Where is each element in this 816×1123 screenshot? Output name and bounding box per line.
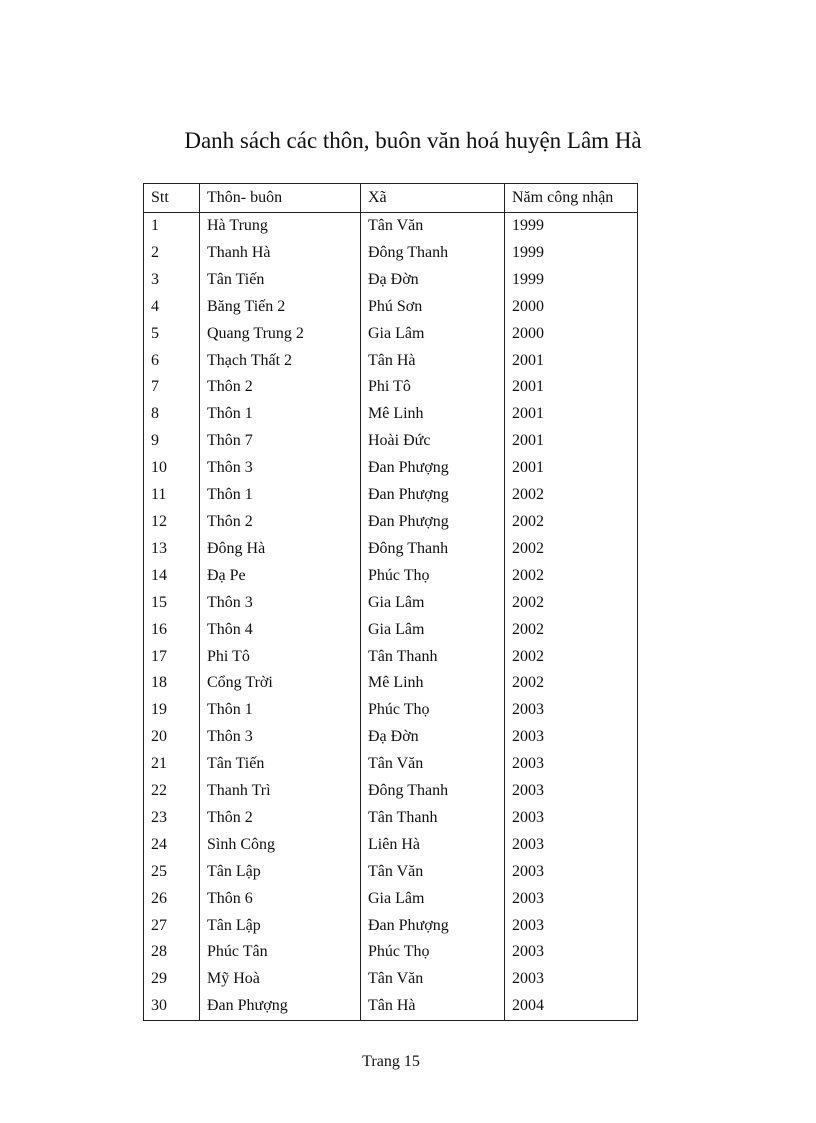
cell-thon-buon: Thôn 3 — [200, 590, 361, 617]
cell-stt: 15 — [144, 590, 200, 617]
cell-thon-buon: Thôn 2 — [200, 805, 361, 832]
table-row — [144, 697, 638, 724]
page-number: Trang 15 — [362, 1053, 420, 1070]
cell-xa: Đan Phượng — [361, 482, 505, 509]
cell-xa: Phúc Thọ — [361, 939, 505, 966]
cell-stt: 16 — [144, 617, 200, 644]
table-row — [144, 724, 638, 751]
cell-stt: 20 — [144, 724, 200, 751]
cell-nam-cong-nhan: 2001 — [505, 455, 638, 482]
table-row — [144, 859, 638, 886]
villages-table — [143, 183, 638, 1021]
cell-stt: 13 — [144, 536, 200, 563]
table-header-row — [144, 184, 638, 213]
cell-xa: Đan Phượng — [361, 509, 505, 536]
cell-thon-buon: Mỹ Hoà — [200, 966, 361, 993]
cell-xa: Tân Thanh — [361, 805, 505, 832]
cell-stt: 4 — [144, 294, 200, 321]
cell-stt: 19 — [144, 697, 200, 724]
cell-xa: Tân Hà — [361, 993, 505, 1020]
header-xa: Xã — [361, 184, 505, 213]
cell-nam-cong-nhan: 2001 — [505, 428, 638, 455]
cell-stt: 27 — [144, 913, 200, 940]
table-header — [144, 184, 638, 213]
cell-xa: Tân Văn — [361, 751, 505, 778]
table-row — [144, 939, 638, 966]
cell-xa: Đạ Đờn — [361, 724, 505, 751]
table-row — [144, 590, 638, 617]
table-row — [144, 509, 638, 536]
table-body — [144, 213, 638, 1021]
cell-stt: 17 — [144, 644, 200, 671]
cell-thon-buon: Sình Công — [200, 832, 361, 859]
cell-nam-cong-nhan: 2001 — [505, 401, 638, 428]
cell-nam-cong-nhan: 2002 — [505, 670, 638, 697]
cell-thon-buon: Thanh Hà — [200, 240, 361, 267]
cell-nam-cong-nhan: 2001 — [505, 348, 638, 375]
table-row — [144, 886, 638, 913]
cell-thon-buon: Cổng Trời — [200, 670, 361, 697]
table-row — [144, 805, 638, 832]
table-row — [144, 428, 638, 455]
cell-nam-cong-nhan: 2001 — [505, 374, 638, 401]
cell-thon-buon: Thôn 1 — [200, 482, 361, 509]
cell-stt: 8 — [144, 401, 200, 428]
cell-stt: 21 — [144, 751, 200, 778]
cell-thon-buon: Thôn 7 — [200, 428, 361, 455]
cell-xa: Đan Phượng — [361, 913, 505, 940]
cell-stt: 29 — [144, 966, 200, 993]
table-row — [144, 455, 638, 482]
cell-stt: 3 — [144, 267, 200, 294]
cell-nam-cong-nhan: 2002 — [505, 536, 638, 563]
table-row — [144, 374, 638, 401]
page-title: Danh sách các thôn, buôn văn hoá huyện Lâm Hà — [184, 128, 642, 153]
cell-xa: Tân Thanh — [361, 644, 505, 671]
cell-xa: Liên Hà — [361, 832, 505, 859]
cell-nam-cong-nhan: 1999 — [505, 267, 638, 294]
cell-thon-buon: Tân Tiến — [200, 267, 361, 294]
cell-xa: Đan Phượng — [361, 455, 505, 482]
cell-xa: Đạ Đờn — [361, 267, 505, 294]
cell-thon-buon: Phi Tô — [200, 644, 361, 671]
cell-stt: 7 — [144, 374, 200, 401]
cell-thon-buon: Đông Hà — [200, 536, 361, 563]
cell-thon-buon: Thôn 1 — [200, 401, 361, 428]
cell-xa: Gia Lâm — [361, 617, 505, 644]
cell-thon-buon: Phúc Tân — [200, 939, 361, 966]
table-row — [144, 213, 638, 240]
cell-nam-cong-nhan: 2002 — [505, 644, 638, 671]
table-row — [144, 778, 638, 805]
cell-thon-buon: Thôn 4 — [200, 617, 361, 644]
header-stt: Stt — [144, 184, 200, 213]
cell-xa: Tân Văn — [361, 859, 505, 886]
cell-thon-buon: Thôn 2 — [200, 509, 361, 536]
table-row — [144, 536, 638, 563]
cell-stt: 2 — [144, 240, 200, 267]
cell-nam-cong-nhan: 2003 — [505, 751, 638, 778]
cell-nam-cong-nhan: 1999 — [505, 213, 638, 240]
table-row — [144, 751, 638, 778]
cell-thon-buon: Thôn 3 — [200, 724, 361, 751]
cell-thon-buon: Thôn 6 — [200, 886, 361, 913]
cell-xa: Gia Lâm — [361, 886, 505, 913]
cell-xa: Gia Lâm — [361, 321, 505, 348]
header-thon-buon: Thôn- buôn — [200, 184, 361, 213]
cell-stt: 12 — [144, 509, 200, 536]
cell-thon-buon: Hà Trung — [200, 213, 361, 240]
cell-thon-buon: Băng Tiến 2 — [200, 294, 361, 321]
cell-stt: 10 — [144, 455, 200, 482]
cell-stt: 14 — [144, 563, 200, 590]
cell-stt: 6 — [144, 348, 200, 375]
cell-nam-cong-nhan: 2003 — [505, 939, 638, 966]
cell-stt: 24 — [144, 832, 200, 859]
cell-xa: Phi Tô — [361, 374, 505, 401]
cell-xa: Mê Linh — [361, 401, 505, 428]
cell-xa: Đông Thanh — [361, 778, 505, 805]
cell-thon-buon: Đạ Pe — [200, 563, 361, 590]
cell-nam-cong-nhan: 2003 — [505, 913, 638, 940]
cell-stt: 25 — [144, 859, 200, 886]
cell-stt: 1 — [144, 213, 200, 240]
cell-xa: Đông Thanh — [361, 240, 505, 267]
cell-nam-cong-nhan: 2002 — [505, 590, 638, 617]
table-row — [144, 993, 638, 1020]
cell-stt: 28 — [144, 939, 200, 966]
cell-thon-buon: Tân Lập — [200, 913, 361, 940]
header-nam-cong-nhan: Năm công nhận — [505, 184, 638, 213]
cell-thon-buon: Tân Tiến — [200, 751, 361, 778]
cell-stt: 9 — [144, 428, 200, 455]
table-row — [144, 832, 638, 859]
cell-nam-cong-nhan: 2003 — [505, 886, 638, 913]
cell-nam-cong-nhan: 2002 — [505, 617, 638, 644]
cell-nam-cong-nhan: 2004 — [505, 993, 638, 1020]
cell-stt: 22 — [144, 778, 200, 805]
table-row — [144, 617, 638, 644]
cell-nam-cong-nhan: 2002 — [505, 509, 638, 536]
cell-xa: Mê Linh — [361, 670, 505, 697]
cell-nam-cong-nhan: 2000 — [505, 294, 638, 321]
cell-thon-buon: Thôn 3 — [200, 455, 361, 482]
cell-xa: Đông Thanh — [361, 536, 505, 563]
cell-xa: Gia Lâm — [361, 590, 505, 617]
table-row — [144, 966, 638, 993]
table-row — [144, 644, 638, 671]
cell-nam-cong-nhan: 2003 — [505, 832, 638, 859]
table-row — [144, 321, 638, 348]
cell-stt: 23 — [144, 805, 200, 832]
cell-nam-cong-nhan: 2003 — [505, 724, 638, 751]
table-row — [144, 482, 638, 509]
table-row — [144, 267, 638, 294]
cell-nam-cong-nhan: 2002 — [505, 482, 638, 509]
cell-nam-cong-nhan: 2003 — [505, 697, 638, 724]
table-row — [144, 563, 638, 590]
table-row — [144, 240, 638, 267]
cell-nam-cong-nhan: 2002 — [505, 563, 638, 590]
table-row — [144, 670, 638, 697]
cell-xa: Tân Văn — [361, 966, 505, 993]
cell-stt: 18 — [144, 670, 200, 697]
cell-nam-cong-nhan: 2000 — [505, 321, 638, 348]
cell-nam-cong-nhan: 2003 — [505, 805, 638, 832]
table-row — [144, 348, 638, 375]
table-row — [144, 294, 638, 321]
cell-xa: Phúc Thọ — [361, 697, 505, 724]
cell-xa: Phú Sơn — [361, 294, 505, 321]
cell-xa: Tân Văn — [361, 213, 505, 240]
cell-xa: Phúc Thọ — [361, 563, 505, 590]
cell-stt: 11 — [144, 482, 200, 509]
cell-stt: 5 — [144, 321, 200, 348]
cell-thon-buon: Đan Phượng — [200, 993, 361, 1020]
cell-thon-buon: Thanh Trì — [200, 778, 361, 805]
cell-nam-cong-nhan: 2003 — [505, 778, 638, 805]
cell-stt: 30 — [144, 993, 200, 1020]
cell-stt: 26 — [144, 886, 200, 913]
cell-thon-buon: Thôn 1 — [200, 697, 361, 724]
cell-nam-cong-nhan: 1999 — [505, 240, 638, 267]
cell-thon-buon: Thôn 2 — [200, 374, 361, 401]
cell-thon-buon: Thạch Thất 2 — [200, 348, 361, 375]
cell-nam-cong-nhan: 2003 — [505, 859, 638, 886]
cell-thon-buon: Tân Lập — [200, 859, 361, 886]
cell-xa: Hoài Đức — [361, 428, 505, 455]
table-row — [144, 401, 638, 428]
cell-xa: Tân Hà — [361, 348, 505, 375]
cell-nam-cong-nhan: 2003 — [505, 966, 638, 993]
cell-thon-buon: Quang Trung 2 — [200, 321, 361, 348]
table-row — [144, 913, 638, 940]
